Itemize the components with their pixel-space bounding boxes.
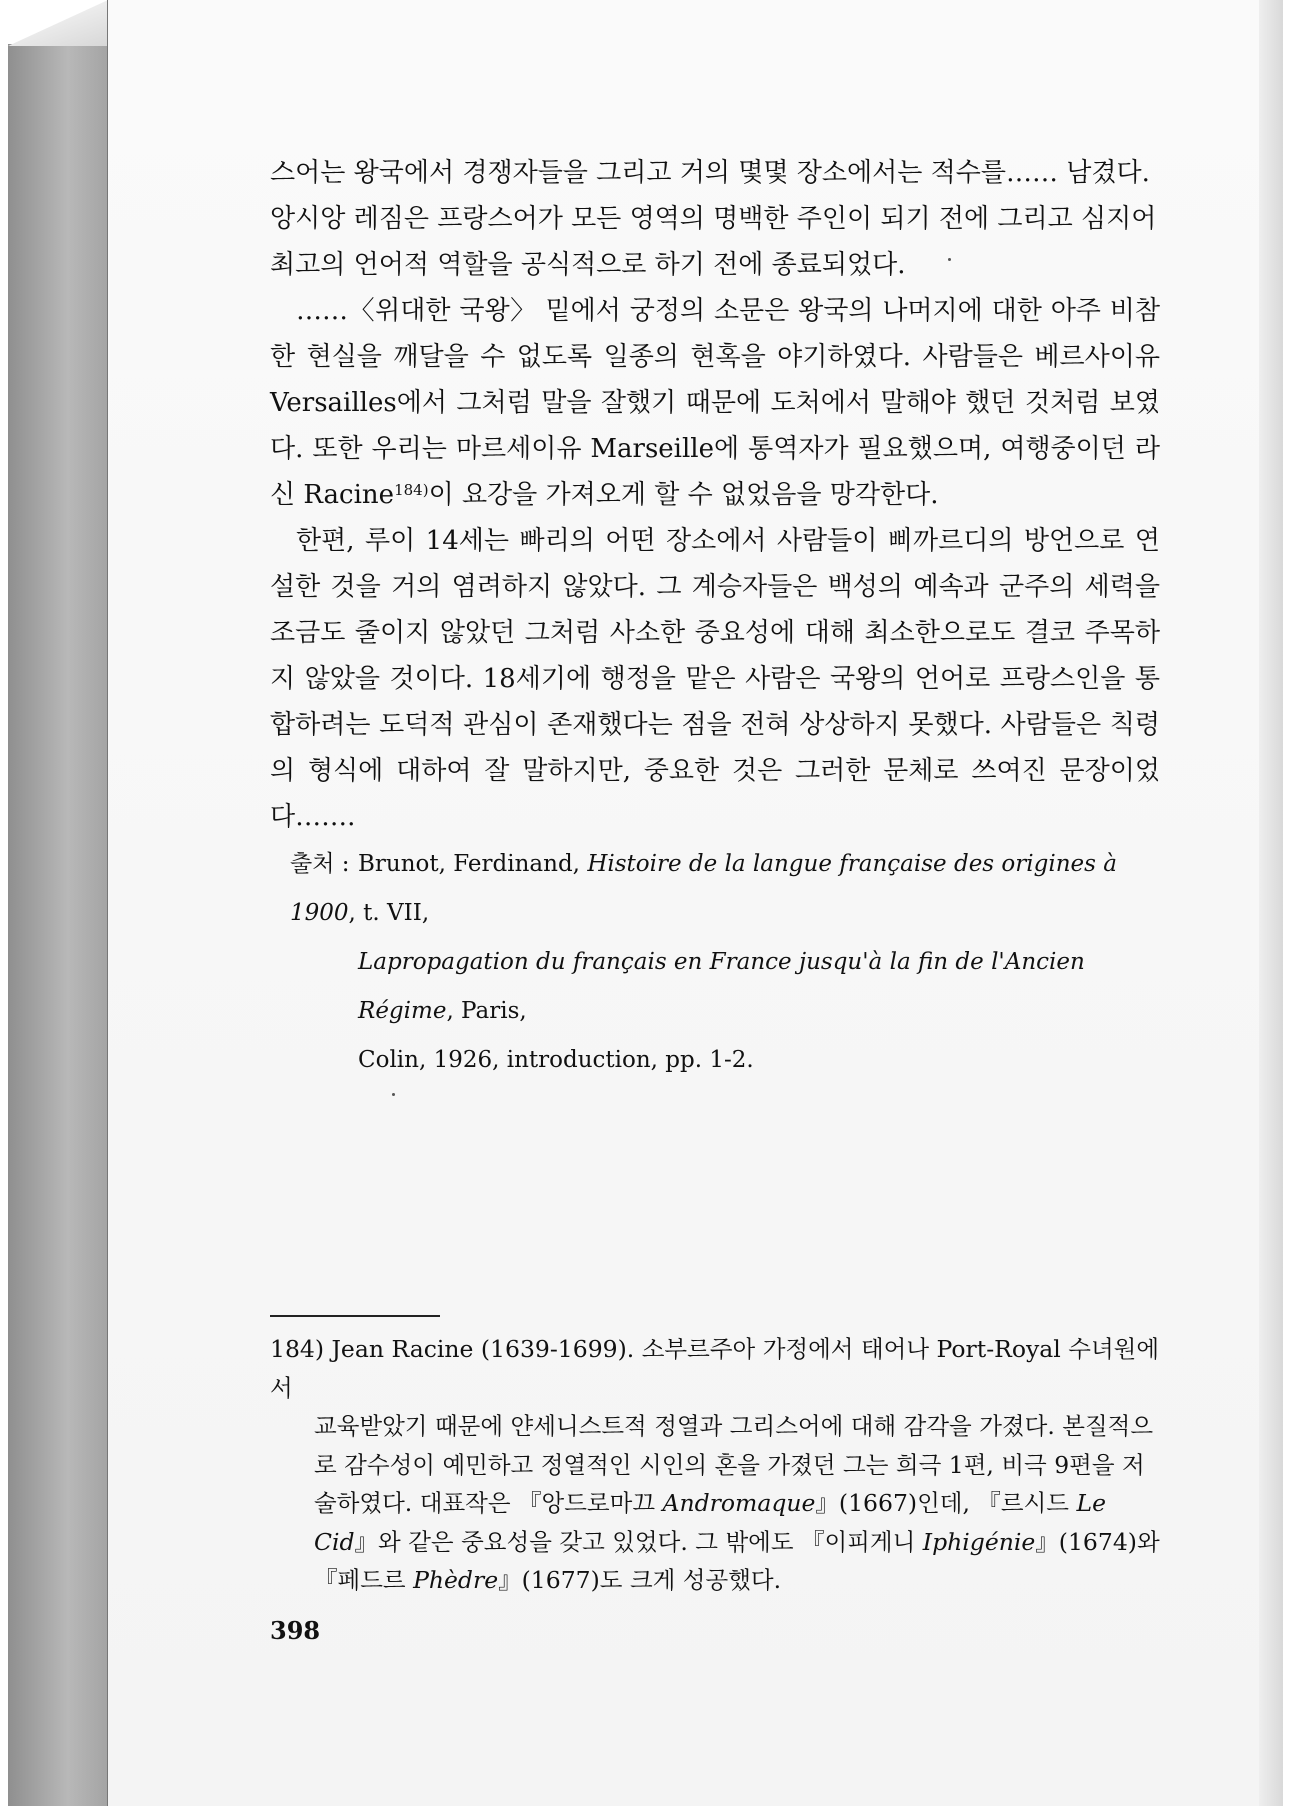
footnote-phedre: Phèdre bbox=[413, 1566, 499, 1594]
footnote bbox=[270, 1330, 1160, 1600]
source-after-title-2: , Paris, bbox=[446, 998, 527, 1024]
book-spine bbox=[8, 44, 108, 1806]
footnote-text-a: 교육받았기 때문에 얀세니스트적 정열과 그리스어에 대해 감각을 가졌다. 본질적으로 감수성이 예민하고 정열적인 시인의 혼을 가졌던 그는 희극 1편, 비극 9편을 저술하였다. 대표작은 『앙드로마끄 bbox=[314, 1412, 1154, 1517]
source-line-1 bbox=[290, 840, 1170, 938]
paragraph-1-line-3: 최고의 언어적 역할을 공식적으로 하기 전에 종료되었다. bbox=[270, 250, 906, 280]
paragraph-1-line-2: 앙시앙 레짐은 프랑스어가 모든 영역의 명백한 주인이 되기 전에 그리고 심지어 bbox=[270, 204, 1157, 234]
source-line-3: Colin, 1926, introduction, pp. 1-2. bbox=[358, 1047, 754, 1073]
source-author: Brunot, Ferdinand, bbox=[358, 851, 580, 877]
footnote-first-line bbox=[270, 1330, 1160, 1407]
book-top-bevel bbox=[8, 0, 108, 46]
footnote-iphigenie: Iphigénie bbox=[922, 1527, 1036, 1556]
paragraph-2-text: ……〈위대한 국왕〉 밑에서 궁정의 소문은 왕국의 나머지에 대한 아주 비참한 현실을 깨달을 수 없도록 일종의 현혹을 야기하였다. 사람들은 베르사이유 Versailles에서 그처럼 말을 잘했기 때문에 도처에서 말해야 했던 것처럼 보였다. 또한 우리는 마르세이유 Marseille에 통역자가 필요했으며, 여행중이던 라신 Racine bbox=[270, 296, 1160, 510]
paragraph-1-line-1: 스어는 왕국에서 경쟁자들을 그리고 거의 몇몇 장소에서는 적수를…… 남겼다. bbox=[270, 158, 1150, 188]
stray-dot bbox=[392, 1093, 395, 1096]
source-after-title-1: , t. VII, bbox=[348, 900, 430, 926]
stray-dot bbox=[948, 258, 951, 261]
page-number: 398 bbox=[270, 1616, 321, 1645]
footnote-ref: 184) bbox=[394, 481, 429, 499]
footnote-lecid: Le Cid bbox=[314, 1489, 1106, 1556]
paragraph-1 bbox=[270, 150, 1160, 288]
footnote-text-e: 』(1677)도 크게 성공했다. bbox=[498, 1566, 782, 1594]
footnote-continuation bbox=[270, 1407, 1160, 1600]
source-label: 출처 : bbox=[290, 851, 350, 877]
footnote-text-c: 』와 같은 중요성을 갖고 있었다. 그 밖에도 『이피게니 bbox=[354, 1527, 923, 1556]
footnote-andromaque: Andromaque bbox=[662, 1489, 816, 1517]
footnote-first-text: Jean Racine (1639-1699). 소부르주아 가정에서 태어나 Port-Royal 수녀원에서 bbox=[270, 1335, 1160, 1402]
paragraph-2-end: 이 요강을 가져오게 할 수 없었음을 망각한다. bbox=[428, 480, 939, 510]
footnote-marker: 184) bbox=[270, 1335, 325, 1363]
footnote-text-b: 』(1667)인데, 『르시드 bbox=[815, 1489, 1077, 1517]
paragraph-2 bbox=[270, 288, 1160, 518]
source-title-1: Histoire de la langue française des origines à 1900 bbox=[290, 851, 1117, 926]
source-citation bbox=[290, 840, 1170, 1085]
source-line-2 bbox=[290, 938, 1170, 1036]
footnote-rule bbox=[270, 1315, 440, 1317]
source-title-2: Lapropagation du français en France jusqu'à la fin de l'Ancien Régime bbox=[358, 949, 1085, 1024]
paragraph-3: 한편, 루이 14세는 빠리의 어떤 장소에서 사람들이 삐까르디의 방언으로 연설한 것을 거의 염려하지 않았다. 그 계승자들은 백성의 예속과 군주의 세력을 조금도 줄이지 않았던 그처럼 사소한 중요성에 대해 최소한으로도 결코 주목하지 않았을 것이다. 18세기에 행정을 맡은 사람은 국왕의 언어로 프랑스인을 통합하려는 도덕적 관심이 존재했다는 점을 전혀 상상하지 못했다. 사람들은 칙령의 형식에 대하여 잘 말하지만, 중요한 것은 그러한 문체로 쓰여진 문장이었다……. bbox=[270, 526, 1160, 832]
body-text bbox=[270, 150, 1160, 840]
footnote-text-d: 』(1674)와 『페드르 bbox=[314, 1527, 1160, 1594]
page-edge bbox=[1259, 0, 1283, 1806]
